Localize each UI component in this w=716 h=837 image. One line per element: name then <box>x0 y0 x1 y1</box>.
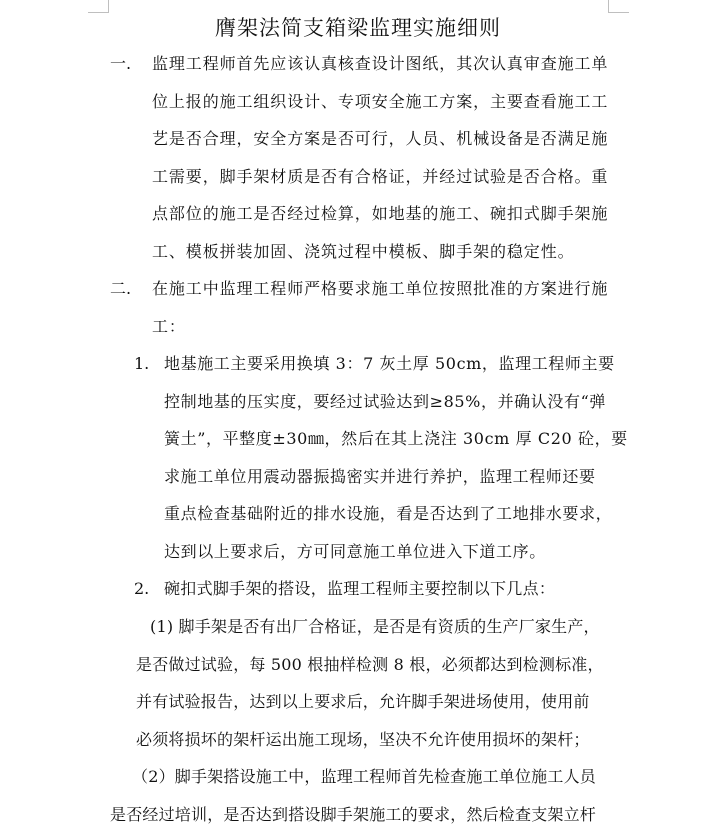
section-2-paragraph <box>152 270 608 345</box>
item-1-marker: 1. <box>134 354 150 373</box>
text-line: 必须将损坏的架杆运出施工现场，坚决不允许使用损坏的架杆； <box>136 729 590 749</box>
text-line: 位上报的施工组织设计、专项安全施工方案，主要查看施工工 <box>152 91 609 111</box>
text-line: 碗扣式脚手架的搭设，监理工程师主要控制以下几点： <box>164 579 556 598</box>
text-line: 达到以上要求后，方可同意施工单位进入下道工序。 <box>164 541 546 561</box>
item-2-paragraph <box>164 570 555 608</box>
text-line: 艺是否合理，安全方案是否可行，人员、机械设备是否满足施 <box>152 129 609 148</box>
text-line: 是否做过试验，每 500 根抽样检测 8 根，必须都达到检测标准， <box>136 654 604 674</box>
text-line: 点部位的施工是否经过检算，如地基的施工、碗扣式脚手架施 <box>152 204 609 223</box>
item-1-paragraph <box>164 345 628 570</box>
section-1-paragraph <box>152 45 608 270</box>
text-line: 工需要，脚手架材质是否有合格证，并经过试验是否合格。重 <box>152 166 609 186</box>
document-title: 膺架法简支箱梁监理实施细则 <box>215 16 501 40</box>
text-line: 控制地基的压实度，要经过试验达到≥85%，并确认没有“弹 <box>164 391 606 411</box>
text-line: 求施工单位用震动器振捣密实并进行养护，监理工程师还要 <box>164 466 596 486</box>
section-2-marker: 二. <box>110 279 132 298</box>
text-line: 重点检查基础附近的排水设施，看是否达到了工地排水要求， <box>164 504 613 523</box>
sub-2-paragraph <box>110 758 596 833</box>
text-line: 在施工中监理工程师严格要求施工单位按照批准的方案进行施 <box>152 279 609 298</box>
text-line: （2）脚手架搭设施工中，监理工程师首先检查施工单位施工人员 <box>132 767 596 786</box>
text-line: 工、模板拼装加固、浇筑过程中模板、脚手架的稳定性。 <box>152 241 575 261</box>
section-1-marker: 一. <box>110 54 132 73</box>
text-line: 监理工程师首先应该认真核查设计图纸，其次认真审查施工单 <box>152 54 609 73</box>
text-line: 并有试验报告，达到以上要求后，允许脚手架进场使用，使用前 <box>136 692 590 711</box>
text-line: 是否经过培训，是否达到搭设脚手架施工的要求，然后检查支架立杆 <box>110 804 597 824</box>
sub-1-paragraph <box>136 608 604 758</box>
text-line: (1) 脚手架是否有出厂合格证，是否是有资质的生产厂家生产， <box>150 617 600 636</box>
text-line: 簧土”，平整度±30㎜，然后在其上浇注 30cm 厚 C20 砼，要 <box>164 429 628 448</box>
item-2-marker: 2. <box>134 579 150 598</box>
text-line: 地基施工主要采用换填 3：7 灰土厚 50cm，监理工程师主要 <box>164 354 615 373</box>
text-line: 工： <box>152 316 186 336</box>
